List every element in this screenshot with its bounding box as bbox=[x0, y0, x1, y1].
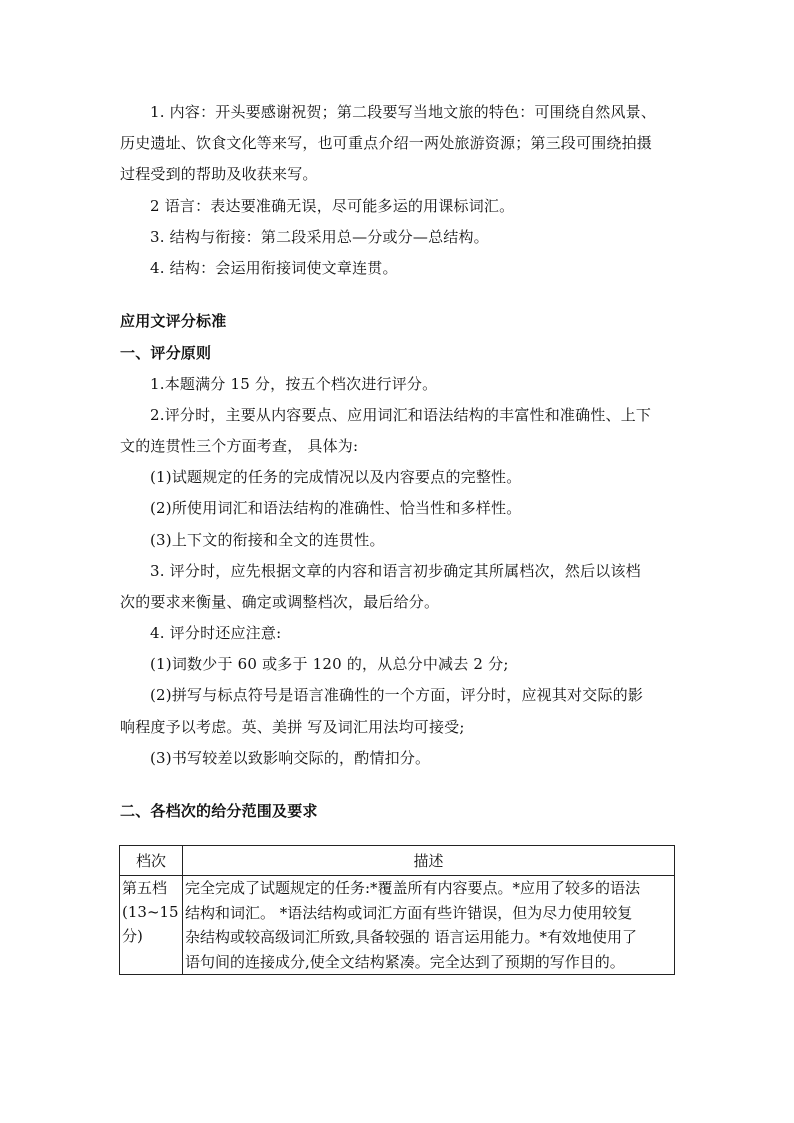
level-cell bbox=[120, 876, 183, 975]
principle-2-item-3: (3)上下文的衔接和全文的连贯性。 bbox=[150, 531, 385, 549]
requirement-1-line-1: 1. 内容：开头要感谢祝贺；第二段要写当地文旅的特色：可围绕自然风景、 bbox=[150, 103, 657, 121]
level-range-end: 分) bbox=[122, 927, 143, 945]
principle-2-item-2: (2)所使用词汇和语法结构的准确性、恰当性和多样性。 bbox=[150, 499, 522, 517]
level-name: 第五档 bbox=[122, 879, 168, 897]
principle-2-item-1: (1)试题规定的任务的完成情况以及内容要点的完整性。 bbox=[150, 468, 522, 486]
principle-4-item-3: (3)书写较差以致影响交际的，酌情扣分。 bbox=[150, 749, 431, 767]
table-header-row bbox=[120, 846, 675, 876]
requirement-3: 3. 结构与衔接：第二段采用总—分或分—总结构。 bbox=[150, 228, 489, 246]
principle-4-item-1: (1)词数少于 60 或多于 120 的，从总分中减去 2 分; bbox=[150, 655, 509, 673]
principle-4-item-2-line-2: 响程度予以考虑。英、美拼 写及词汇用法均可接受; bbox=[120, 718, 465, 736]
principle-4-item-2-line-1: (2)拼写与标点符号是语言准确性的一个方面，评分时，应视其对交际的影 bbox=[150, 686, 644, 704]
principle-1: 1.本题满分 15 分，按五个档次进行评分。 bbox=[150, 375, 438, 393]
description-line-4: 语句间的连接成分,使全文结构紧凑。完全达到了预期的写作目的。 bbox=[185, 952, 625, 971]
header-description: 描述 bbox=[183, 846, 675, 876]
description-line-3: 杂结构或较高级词汇所致,具备较强的 语言运用能力。*有效地使用了 bbox=[185, 928, 638, 946]
section-1-title: 一、评分原则 bbox=[120, 344, 212, 362]
principle-2-line-1: 2.评分时，主要从内容要点、应用词汇和语法结构的丰富性和准确性、上下 bbox=[150, 406, 652, 424]
section-2-title: 二、各档次的给分范围及要求 bbox=[120, 802, 318, 820]
description-line-2: 结构和词汇。 *语法结构或词汇方面有些许错误，但为尽力使用较复 bbox=[185, 903, 633, 922]
description-line-1: 完全完成了试题规定的任务:*覆盖所有内容要点。*应用了较多的语法 bbox=[185, 879, 641, 897]
grading-table bbox=[119, 845, 675, 975]
rubric-title: 应用文评分标准 bbox=[120, 312, 227, 330]
level-range: (13~15 bbox=[122, 903, 179, 921]
requirement-1-line-3: 过程受到的帮助及收获来写。 bbox=[120, 165, 318, 183]
principle-4: 4. 评分时还应注意: bbox=[150, 624, 282, 642]
principle-2-line-2: 文的连贯性三个方面考查， 具体为: bbox=[120, 437, 359, 455]
description-cell bbox=[183, 876, 675, 975]
requirement-4: 4. 结构：会运用衔接词使文章连贯。 bbox=[150, 259, 398, 277]
principle-3-line-2: 次的要求来衡量、确定或调整档次，最后给分。 bbox=[120, 593, 440, 611]
requirement-2: 2 语言：表达要准确无误，尽可能多运的用课标词汇。 bbox=[150, 197, 515, 215]
requirement-1-line-2: 历史遗址、饮食文化等来写，也可重点介绍一两处旅游资源；第三段可围绕拍摄 bbox=[120, 134, 653, 152]
table-row bbox=[120, 876, 675, 975]
header-level: 档次 bbox=[120, 846, 183, 876]
principle-3-line-1: 3. 评分时，应先根据文章的内容和语言初步确定其所属档次，然后以该档 bbox=[150, 562, 641, 580]
